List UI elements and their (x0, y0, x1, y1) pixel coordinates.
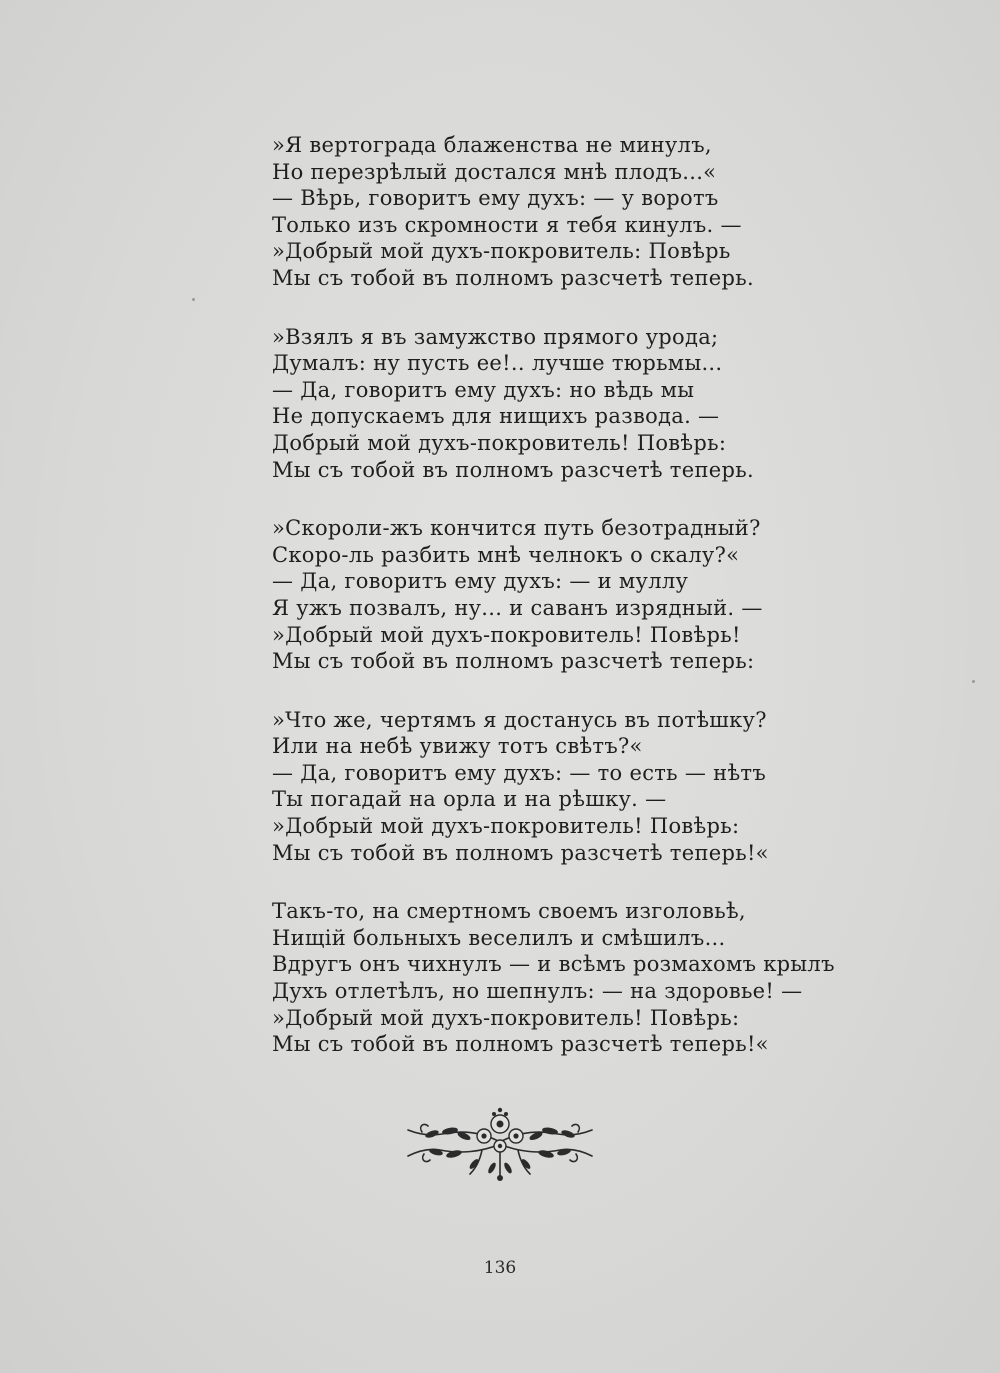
floral-vignette-icon (402, 1102, 598, 1182)
paper-speck (192, 298, 195, 301)
poem-line: Мы съ тобой въ полномъ разсчетѣ теперь. (272, 457, 754, 482)
poem-line: Ты погадай на орла и на рѣшку. — (272, 787, 667, 812)
poem-line: »Я вертограда блаженства не минулъ, (272, 133, 712, 157)
poem-line: — Да, говоритъ ему духъ: но вѣдь мы (272, 377, 695, 402)
poem-line: Духъ отлетѣлъ, но шепнулъ: — на здоровье! — (272, 979, 803, 1004)
stanza-1 (272, 132, 832, 292)
poem-line: »Добрый мой духъ-покровитель! Повѣрь: (272, 1005, 740, 1030)
poem-line: — Да, говоритъ ему духъ: — то есть — нѣтъ (272, 760, 766, 785)
poem-line: Не допускаемъ для нищихъ развода. — (272, 404, 720, 429)
poem-line: Я ужъ позвалъ, ну... и саванъ изрядный. — (272, 595, 763, 620)
stanza-2 (272, 324, 832, 484)
poem-line: Скоро-ль разбить мнѣ челнокъ о скалу?« (272, 542, 740, 567)
poem-line: — Вѣрь, говоритъ ему духъ: — у воротъ (272, 186, 719, 211)
poem-line: Только изъ скромности я тебя кинулъ. — (272, 212, 742, 237)
stanza-3 (272, 515, 832, 675)
stanza-4 (272, 707, 832, 867)
poem-line: »Добрый мой духъ-покровитель! Повѣрь! (272, 622, 741, 647)
poem-line: Думалъ: ну пусть ее!.. лучше тюрьмы... (272, 351, 723, 376)
poem (272, 132, 835, 1090)
poem-line: »Взялъ я въ замужство прямого урода; (272, 324, 719, 349)
poem-line: »Добрый мой духъ-покровитель! Повѣрь: (272, 814, 740, 839)
poem-line: — Да, говоритъ ему духъ: — и муллу (272, 569, 689, 594)
poem-line: »Скороли-жъ кончится путь безотрадный? (272, 516, 761, 541)
poem-line: »Что же, чертямъ я достанусь въ потѣшку? (272, 707, 767, 732)
page-number: 136 (483, 1258, 517, 1278)
poem-line: Мы съ тобой въ полномъ разсчетѣ теперь!« (272, 840, 769, 865)
paper-speck (972, 680, 975, 683)
poem-line: Или на небѣ увижу тотъ свѣтъ?« (272, 734, 643, 759)
poem-line: Вдругъ онъ чихнулъ — и всѣмъ розмахомъ крылъ (272, 952, 835, 977)
poem-line: Но перезрѣлый достался мнѣ плодъ...« (272, 159, 717, 184)
stanza-5 (272, 898, 835, 1058)
poem-line: Мы съ тобой въ полномъ разсчетѣ теперь!« (272, 1032, 769, 1057)
poem-line: Мы съ тобой въ полномъ разсчетѣ теперь. (272, 265, 754, 290)
poem-line: Нищій больныхъ веселилъ и смѣшилъ... (272, 925, 726, 950)
poem-line: Мы съ тобой въ полномъ разсчетѣ теперь: (272, 649, 755, 674)
poem-line: Добрый мой духъ-покровитель! Повѣрь: (272, 430, 727, 455)
poem-line: Такъ-то, на смертномъ своемъ изголовьѣ, (272, 899, 746, 924)
poem-line: »Добрый мой духъ-покровитель: Повѣрь (272, 239, 731, 264)
